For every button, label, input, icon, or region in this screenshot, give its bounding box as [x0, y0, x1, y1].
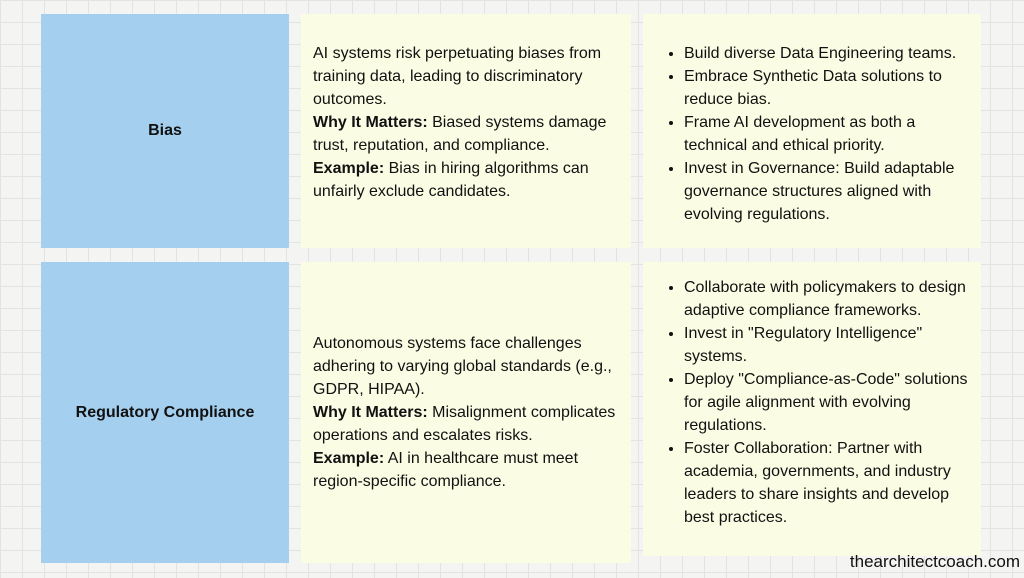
bias-description-cell — [301, 14, 631, 248]
list-item: • Foster Collaboration: Partner with academia, governments, and industry leaders to share insights and develop best practices. — [684, 437, 975, 529]
compliance-example — [313, 447, 621, 493]
compliance-why-text: Misalignment complicates operations and escalates risks. — [313, 404, 616, 444]
compliance-why-label: Why It Matters: — [313, 404, 428, 421]
bias-example — [313, 157, 621, 203]
bias-why-text: Biased systems damage trust, reputation, and compliance. — [313, 114, 607, 154]
list-item: • Invest in Governance: Build adaptable governance structures aligned with evolving regulations. — [684, 157, 975, 226]
list-item: • Embrace Synthetic Data solutions to reduce bias. — [684, 65, 975, 111]
bias-solutions-list — [643, 42, 981, 226]
bias-solutions-cell — [643, 14, 981, 248]
compliance-example-text: AI in healthcare must meet region-specific compliance. — [313, 450, 579, 490]
compliance-header-cell — [41, 262, 289, 563]
list-item: • Invest in "Regulatory Intelligence" systems. — [684, 322, 975, 368]
list-item: • Collaborate with policymakers to design adaptive compliance frameworks. — [684, 276, 975, 322]
compliance-solutions-list — [643, 276, 981, 529]
compliance-description-cell — [301, 262, 631, 563]
compliance-why-it-matters — [313, 401, 621, 447]
compliance-description: Autonomous systems face challenges adhering to varying global standards (e.g., GDPR, HIPAA). — [313, 335, 612, 398]
compliance-solutions-cell — [643, 262, 981, 556]
list-item: • Deploy "Compliance-as-Code" solutions for agile alignment with evolving regulations. — [684, 368, 975, 437]
list-item: • Build diverse Data Engineering teams. — [684, 42, 975, 65]
footer-watermark: thearchitectcoach.com — [849, 552, 1020, 571]
bias-header-cell — [41, 14, 289, 248]
bias-title: Bias — [148, 122, 182, 139]
bias-description: AI systems risk perpetuating biases from training data, leading to discriminatory outcomes. — [313, 45, 602, 108]
bias-why-it-matters — [313, 111, 621, 157]
bias-example-label: Example: — [313, 160, 385, 177]
bias-why-label: Why It Matters: — [313, 114, 428, 131]
compliance-title: Regulatory Compliance — [75, 403, 255, 421]
bias-example-text: Bias in hiring algorithms can unfairly exclude candidates. — [313, 160, 589, 200]
compliance-example-label: Example: — [313, 450, 385, 467]
compliance-description-block — [313, 332, 621, 493]
list-item: • Frame AI development as both a technical and ethical priority. — [684, 111, 975, 157]
